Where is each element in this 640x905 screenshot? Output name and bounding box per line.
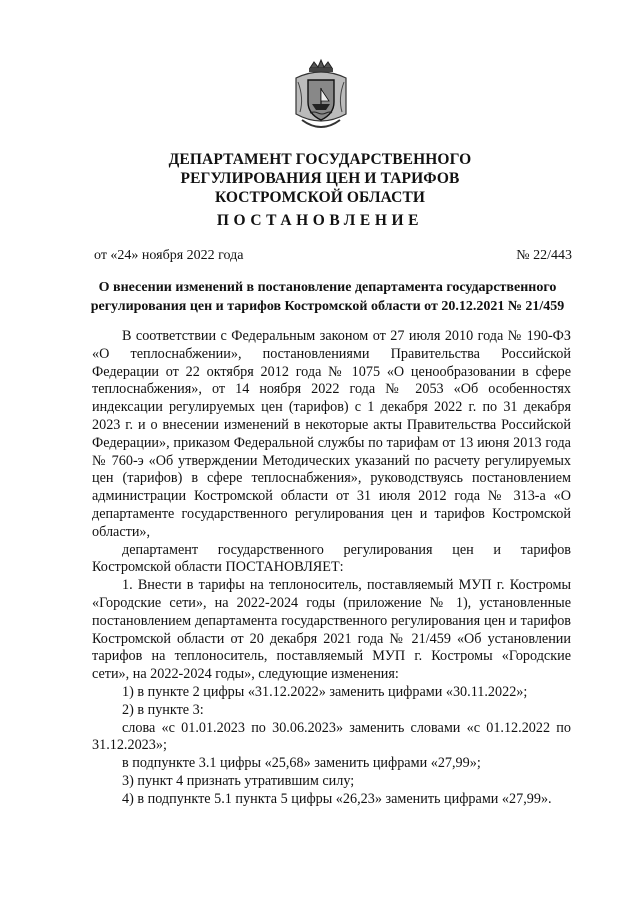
paragraph: 1) в пункте 2 цифры «31.12.2022» заменить цифрами «30.11.2022»; xyxy=(122,683,528,700)
department-line: ДЕПАРТАМЕНТ ГОСУДАРСТВЕННОГО xyxy=(168,151,472,168)
department-line: РЕГУЛИРОВАНИЯ ЦЕН И ТАРИФОВ xyxy=(180,170,460,187)
paragraph: 1. Внести в тарифы на теплоноситель, поставляемый МУП г. Костромы «Городские сети», на 2022-2024 годы (приложение № 1), установленные постановлением департамента государственного регулирования цен и тарифов Костромской области от 20 декабря 2021 года № 21/459 «Об установлении тарифов на теплоноситель, поставляемый МУП г. Костромы «Городские сети», на 2022-2024 годы», следующие изменения: xyxy=(92,577,571,683)
paragraph: 3) пункт 4 признать утратившим силу; xyxy=(122,772,355,789)
department-name xyxy=(80,150,560,207)
document-number: № 22/443 xyxy=(516,248,572,263)
paragraph: слова «с 01.01.2023 по 30.06.2023» заменить словами «с 01.12.2022 по 31.12.2023»; xyxy=(92,719,571,754)
date-number-line xyxy=(94,248,572,264)
coat-of-arms-icon xyxy=(292,58,350,136)
document-date: от «24» ноября 2022 года xyxy=(94,248,244,263)
paragraph: В соответствии с Федеральным законом от 27 июля 2010 года № 190-ФЗ «О теплоснабжении», постановлениями Правительства Российской Федерации от 22 октября 2012 года № 1075 «О ценообразовании в сфере теплоснабжения», от 14 ноября 2022 года № 2053 «Об особенностях индексации регулируемых цен (тарифов) с 1 декабря 2022 г. по 31 декабря 2023 г. и о внесении изменений в некоторые акты Правительства Российской Федерации», приказом Федеральной службы по тарифам от 13 июня 2013 года № 760-э «Об утверждении Методических указаний по расчету регулируемых цен (тарифов) в сфере теплоснабжения», руководствуясь постановлением администрации Костромской области от 31 июля 2012 года № 313-а «О департаменте государственного регулирования цен и тарифов Костромской области», xyxy=(92,328,571,540)
paragraph: 2) в пункте 3: xyxy=(122,701,204,718)
paragraph: департамент государственного регулирования цен и тарифов Костромской области ПОСТАНОВЛЯЕТ: xyxy=(92,541,571,576)
document-type: ПОСТАНОВЛЕНИЕ xyxy=(216,212,424,229)
document-title: О внесении изменений в постановление департамента государственного регулирования цен и тарифов Костромской области от 20.12.2021 № 21/459 xyxy=(90,280,565,314)
department-line: КОСТРОМСКОЙ ОБЛАСТИ xyxy=(214,189,426,206)
paragraph: в подпункте 3.1 цифры «25,68» заменить цифрами «27,99»; xyxy=(122,755,481,772)
paragraph: 4) в подпункте 5.1 пункта 5 цифры «26,23» заменить цифрами «27,99». xyxy=(122,790,552,807)
document-body xyxy=(92,328,571,809)
